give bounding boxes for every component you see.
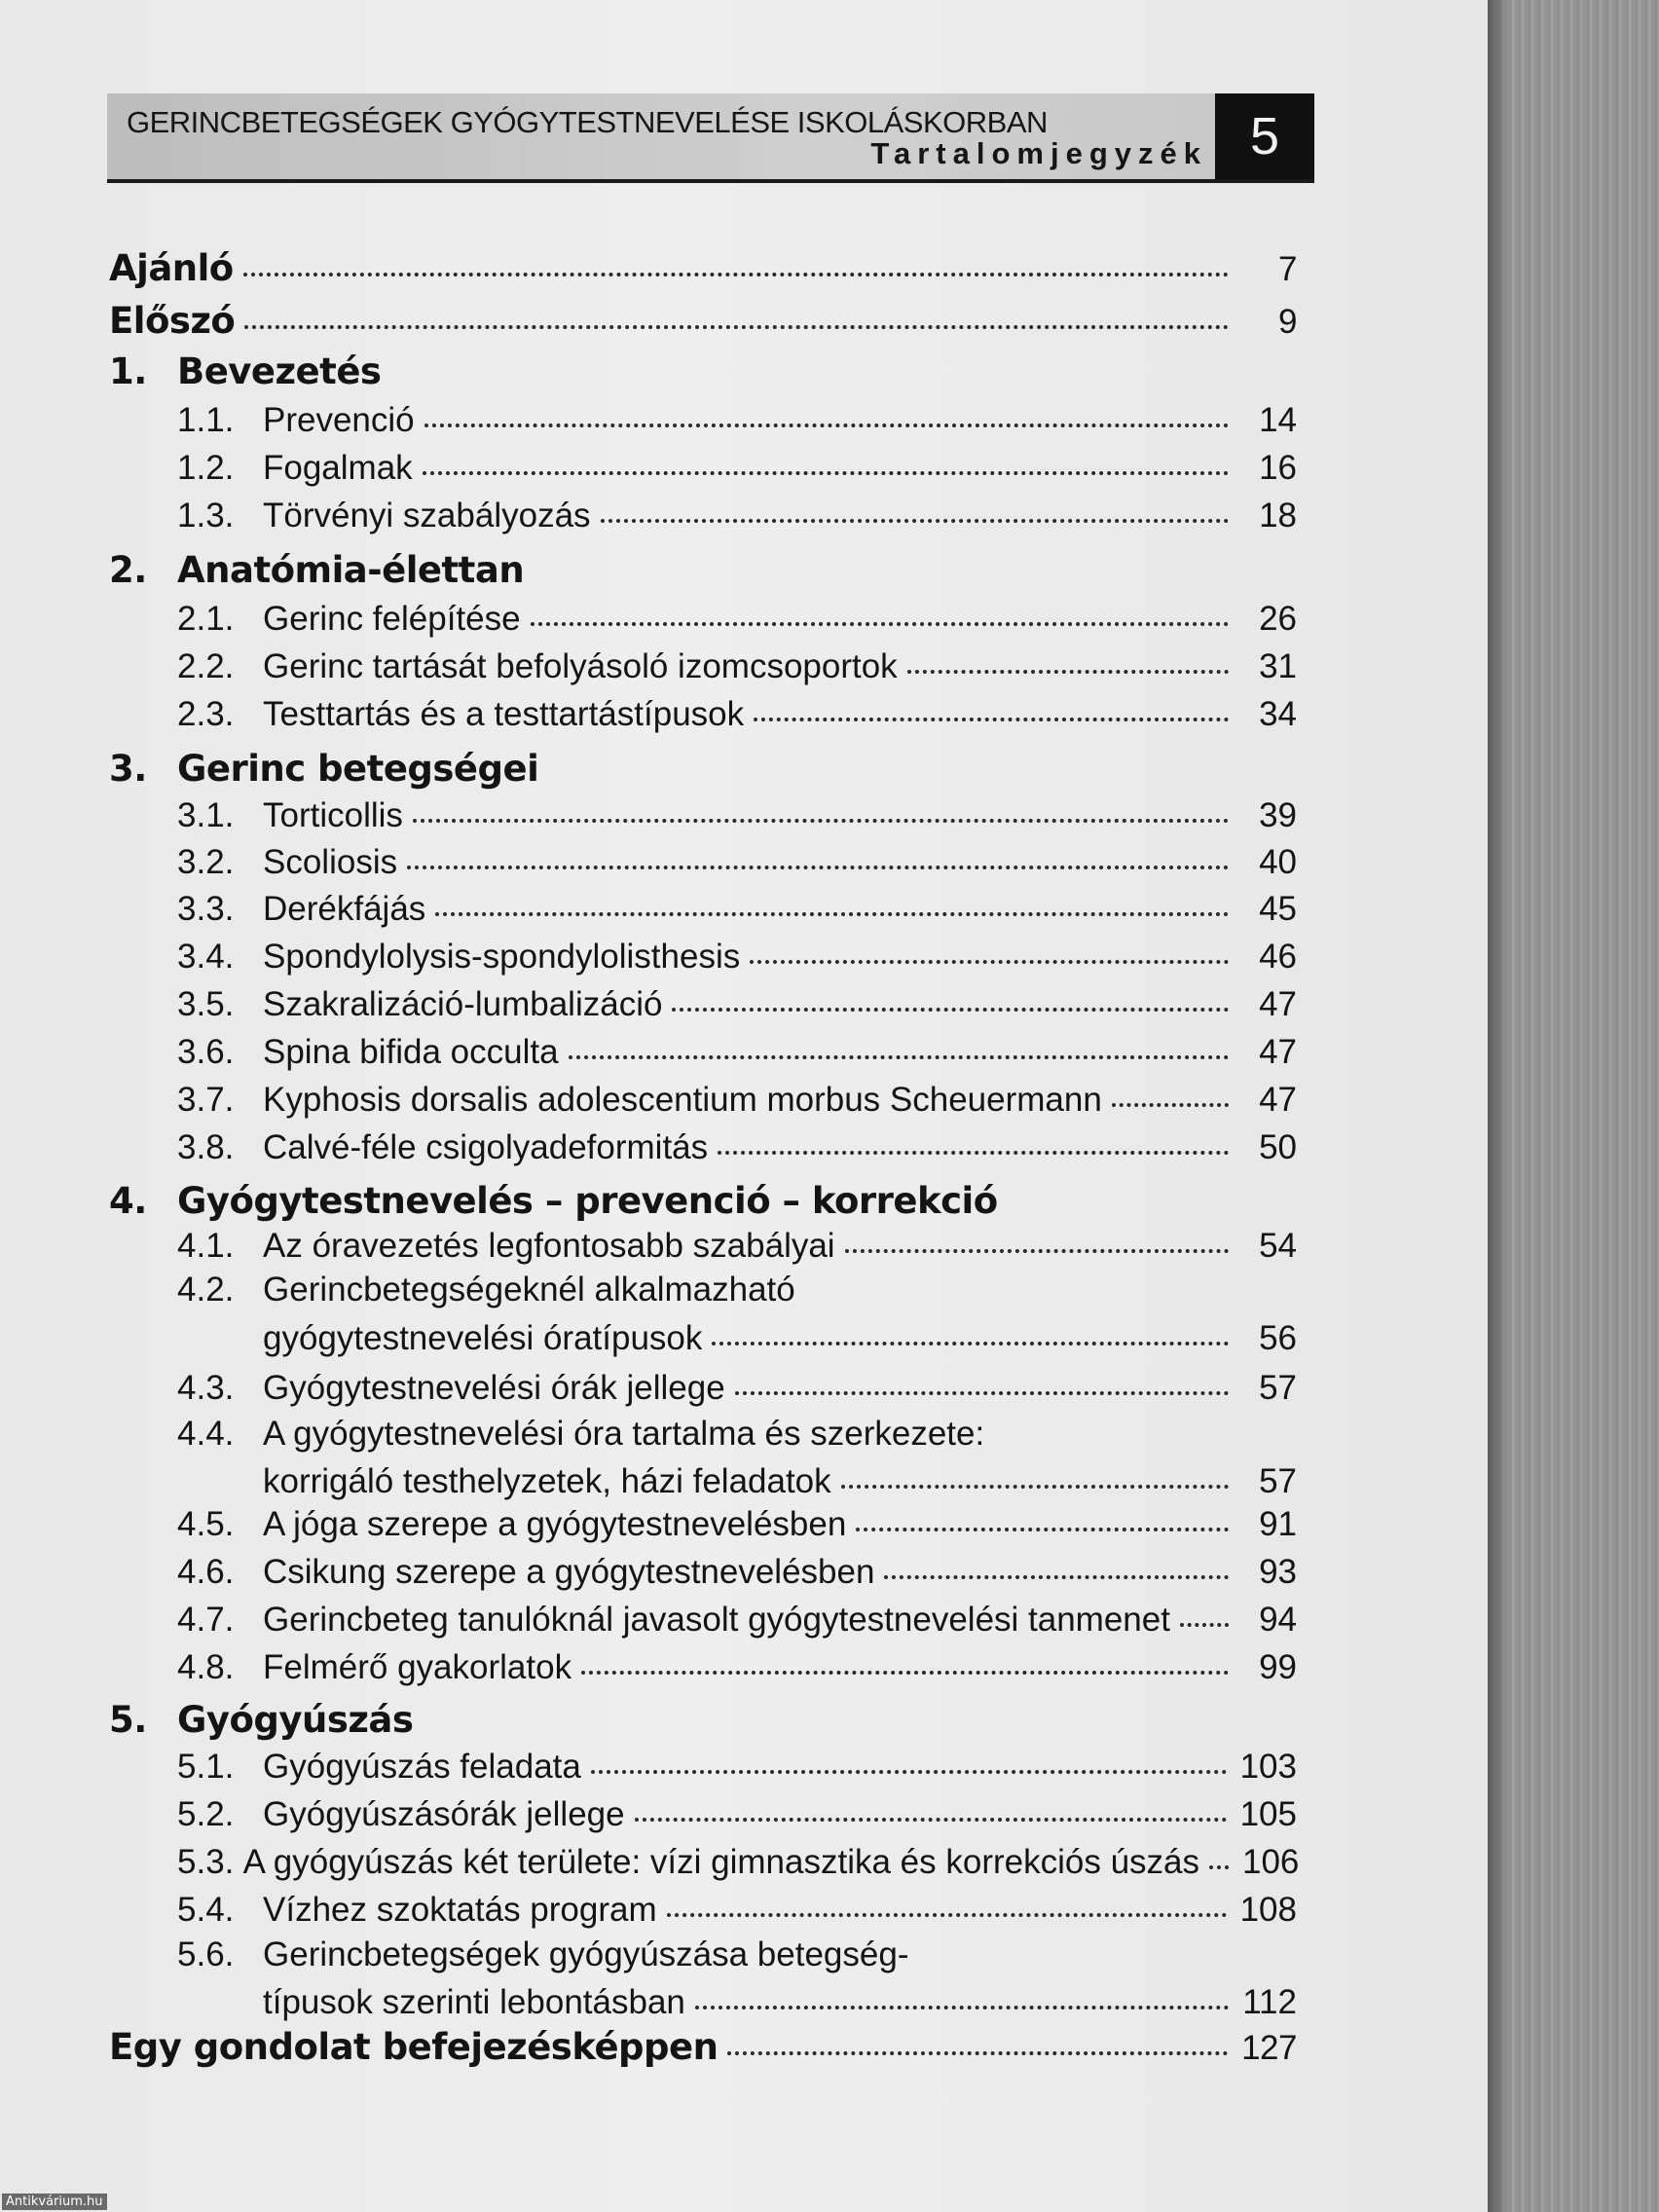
toc-page-number: 93 — [1259, 1553, 1297, 1591]
toc-label: Gerinc betegségei — [177, 748, 539, 790]
toc-label: Ajánló — [109, 247, 234, 289]
dot-leader — [569, 1055, 1229, 1059]
dot-leader — [435, 912, 1229, 916]
toc-number: 3.4. — [177, 938, 235, 976]
toc-page-number: 91 — [1259, 1505, 1297, 1543]
toc-subsection — [109, 1505, 1297, 1544]
toc-number: 2.3. — [177, 695, 235, 733]
toc-page-number: 94 — [1259, 1601, 1297, 1639]
dot-leader — [424, 424, 1229, 427]
watermark: Antikvárium.hu — [2, 2194, 107, 2210]
toc-number: 4.4. — [177, 1415, 235, 1453]
dot-leader — [667, 1913, 1227, 1917]
dot-leader — [718, 1151, 1229, 1155]
toc-label: Egy gondolat befejezésképpen — [109, 2026, 719, 2068]
toc-subsection — [109, 1271, 1297, 1309]
toc-subsection — [109, 600, 1297, 639]
toc-number: 3.7. — [177, 1081, 235, 1119]
toc-number: 3. — [109, 748, 147, 790]
dot-leader — [243, 273, 1229, 276]
dot-leader — [1209, 1865, 1229, 1869]
toc-page-number: 57 — [1259, 1369, 1297, 1407]
page-stack-edge — [1488, 0, 1659, 2212]
toc-subsection — [109, 1795, 1297, 1834]
toc-label: Gerinc tartását befolyásoló izomcsoportok — [263, 647, 898, 685]
toc-number: 1.1. — [177, 401, 235, 439]
toc-label: Calvé-féle csigolyadeformitás — [263, 1128, 709, 1166]
toc-subsection — [109, 401, 1297, 440]
page-shadow — [1488, 0, 1509, 2212]
toc-number: 5.3. — [177, 1843, 235, 1881]
toc-subsection — [109, 796, 1297, 835]
toc-label: Kyphosis dorsalis adolescentium morbus Scheuermann — [263, 1081, 1102, 1119]
toc-subsection — [109, 1891, 1297, 1930]
toc-number: 5.4. — [177, 1891, 235, 1929]
dot-leader — [1112, 1103, 1229, 1107]
toc-number: 4.8. — [177, 1648, 235, 1686]
dot-leader — [884, 1575, 1229, 1579]
toc-page-number: 46 — [1259, 938, 1297, 976]
toc-subsection — [109, 695, 1297, 734]
toc-number: 4.6. — [177, 1553, 235, 1591]
toc-subsection — [109, 1648, 1297, 1687]
dot-leader — [407, 866, 1229, 869]
dot-leader — [754, 718, 1229, 721]
toc-number: 5. — [109, 1699, 147, 1741]
toc-chapter — [109, 350, 1297, 392]
toc-subsection — [109, 1369, 1297, 1408]
page-number: 5 — [1215, 93, 1314, 179]
toc-number: 4.3. — [177, 1369, 235, 1407]
section-title: Tartalomjegyzék — [870, 136, 1207, 170]
toc-chapter — [109, 748, 1297, 790]
toc-subsection — [109, 1128, 1297, 1167]
toc-subsection — [109, 938, 1297, 977]
toc-page-number: 7 — [1278, 250, 1297, 288]
toc-chapter — [109, 1699, 1297, 1741]
dot-leader — [907, 670, 1229, 674]
toc-label-continuation: típusok szerinti lebontásban — [263, 1983, 685, 2021]
toc-label: Anatómia-élettan — [177, 549, 525, 591]
toc-label: Csikung szerepe a gyógytestnevelésben — [263, 1553, 875, 1591]
toc-page-number: 56 — [1259, 1319, 1297, 1357]
toc-label: Bevezetés — [177, 350, 382, 392]
dot-leader — [1180, 1623, 1229, 1627]
toc-page-number: 26 — [1259, 600, 1297, 638]
dot-leader — [581, 1671, 1229, 1675]
toc-page-number: 45 — [1259, 890, 1297, 928]
toc-chapter — [109, 549, 1297, 591]
dot-leader — [423, 471, 1229, 475]
toc-subsection — [109, 449, 1297, 488]
toc-label: Fogalmak — [263, 449, 413, 487]
dot-leader — [591, 1770, 1227, 1774]
toc-page-number: 34 — [1259, 695, 1297, 733]
toc-number: 5.6. — [177, 1936, 235, 1973]
toc-label: Előszó — [109, 300, 236, 342]
toc-chapter — [109, 1180, 1297, 1222]
toc-subsection-continuation — [263, 1462, 1297, 1501]
toc-label: Spina bifida occulta — [263, 1033, 559, 1071]
toc-subsection — [109, 1227, 1297, 1266]
toc-subsection — [109, 1081, 1297, 1120]
dot-leader — [712, 1342, 1229, 1346]
dot-leader — [531, 622, 1229, 626]
toc-section — [109, 2026, 1297, 2068]
toc-label: Törvényi szabályozás — [263, 497, 591, 535]
toc-page-number: 47 — [1259, 985, 1297, 1023]
book-title: GERINCBETEGSÉGEK GYÓGYTESTNEVELÉSE ISKOLÁSKORBAN — [127, 105, 1048, 139]
toc-section — [109, 247, 1297, 289]
toc-page-number: 31 — [1259, 647, 1297, 685]
toc-label: Gyógyúszásórák jellege — [263, 1795, 625, 1833]
toc-label: Prevenció — [263, 401, 415, 439]
toc-subsection — [109, 1748, 1297, 1787]
toc-label: A gyógyúszás két területe: vízi gimnasztika és korrekciós úszás — [242, 1843, 1199, 1881]
toc-page-number: 99 — [1259, 1648, 1297, 1686]
toc-page-number: 127 — [1241, 2029, 1297, 2067]
toc-label: Gerincbeteg tanulóknál javasolt gyógytestnevelési tanmenet — [263, 1601, 1170, 1639]
dot-leader — [727, 2051, 1228, 2055]
dot-leader — [413, 819, 1229, 823]
toc-section — [109, 300, 1297, 342]
toc-number: 2.1. — [177, 600, 235, 638]
toc-number: 4.5. — [177, 1505, 235, 1543]
toc-subsection — [109, 497, 1297, 535]
dot-leader — [601, 519, 1229, 523]
toc-page-number: 103 — [1239, 1748, 1297, 1786]
toc-label: Scoliosis — [263, 843, 398, 881]
toc-page-number: 40 — [1259, 843, 1297, 881]
toc-subsection — [109, 985, 1297, 1024]
toc-number: 3.5. — [177, 985, 235, 1023]
dot-leader — [672, 1008, 1229, 1012]
toc-page-number: 105 — [1239, 1795, 1297, 1833]
toc-label: Felmérő gyakorlatok — [263, 1648, 572, 1686]
toc-number: 5.1. — [177, 1748, 235, 1786]
toc-label: Gerincbetegségeknél alkalmazható — [263, 1271, 795, 1309]
toc-number: 3.6. — [177, 1033, 235, 1071]
toc-page-number: 106 — [1242, 1843, 1300, 1881]
toc-page-number: 18 — [1259, 497, 1297, 535]
dot-leader — [845, 1249, 1229, 1253]
toc-label: Gyógytestnevelési órák jellege — [263, 1369, 725, 1407]
toc-page-number: 47 — [1259, 1033, 1297, 1071]
toc-number: 1.3. — [177, 497, 235, 535]
toc-label: Gyógytestnevelés – prevenció – korrekció — [177, 1180, 998, 1222]
dot-leader — [841, 1485, 1229, 1489]
toc-page-number: 14 — [1259, 401, 1297, 439]
toc-label: Gyógyúszás — [177, 1699, 414, 1741]
toc-number: 4.7. — [177, 1601, 235, 1639]
toc-number: 1.2. — [177, 449, 235, 487]
toc-subsection — [109, 1415, 1297, 1454]
toc-label: Torticollis — [263, 796, 403, 834]
toc-page-number: 47 — [1259, 1081, 1297, 1119]
toc-page-number: 108 — [1239, 1891, 1297, 1929]
toc-label: A gyógytestnevelési óra tartalma és szerkezete: — [263, 1415, 985, 1453]
toc-label: Derékfájás — [263, 890, 426, 928]
toc-label: Testtartás és a testtartástípusok — [263, 695, 745, 733]
toc-label: Szakralizáció-lumbalizáció — [263, 985, 663, 1023]
toc-number: 5.2. — [177, 1795, 235, 1833]
toc-label: Gyógyúszás feladata — [263, 1748, 581, 1786]
dot-leader — [735, 1391, 1229, 1395]
toc-number: 3.2. — [177, 843, 235, 881]
toc-number: 3.3. — [177, 890, 235, 928]
toc-number: 3.1. — [177, 796, 235, 834]
toc-subsection — [109, 1843, 1300, 1882]
toc-page-number: 50 — [1259, 1128, 1297, 1166]
toc-page-number: 54 — [1259, 1227, 1297, 1265]
toc-number: 2.2. — [177, 647, 235, 685]
toc-subsection — [109, 1553, 1297, 1592]
dot-leader — [856, 1528, 1229, 1531]
toc-number: 4.2. — [177, 1271, 235, 1309]
toc-subsection — [109, 1601, 1297, 1640]
toc-subsection — [109, 1033, 1297, 1072]
toc-subsection — [109, 1936, 1297, 1974]
dot-leader — [695, 2006, 1229, 2009]
toc-label: A jóga szerepe a gyógytestnevelésben — [263, 1505, 847, 1543]
toc-number: 2. — [109, 549, 147, 591]
dot-leader — [244, 325, 1229, 329]
toc-label: Vízhez szoktatás program — [263, 1891, 657, 1929]
toc-label: Gerinc felépítése — [263, 600, 521, 638]
toc-subsection-continuation — [263, 1319, 1297, 1358]
toc-page-number: 112 — [1242, 1983, 1297, 2021]
toc-page-number: 57 — [1259, 1462, 1297, 1500]
dot-leader — [635, 1818, 1227, 1822]
toc-label-continuation: korrigáló testhelyzetek, házi feladatok — [263, 1462, 831, 1500]
toc-label: Gerincbetegségek gyógyúszása betegség- — [263, 1936, 909, 1973]
toc-number: 1. — [109, 350, 147, 392]
toc-subsection — [109, 890, 1297, 929]
toc-page-number: 16 — [1259, 449, 1297, 487]
toc-number: 3.8. — [177, 1128, 235, 1166]
toc-subsection — [109, 843, 1297, 882]
toc-number: 4.1. — [177, 1227, 235, 1265]
dot-leader — [750, 960, 1229, 964]
toc-subsection — [109, 647, 1297, 686]
toc-label: Spondylolysis-spondylolisthesis — [263, 938, 741, 976]
toc-label: Az óravezetés legfontosabb szabályai — [263, 1227, 835, 1265]
toc-subsection-continuation — [263, 1983, 1297, 2022]
toc-page-number: 39 — [1259, 796, 1297, 834]
toc-number: 4. — [109, 1180, 147, 1222]
toc-page-number: 9 — [1278, 303, 1297, 341]
toc-label-continuation: gyógytestnevelési óratípusok — [263, 1319, 703, 1357]
